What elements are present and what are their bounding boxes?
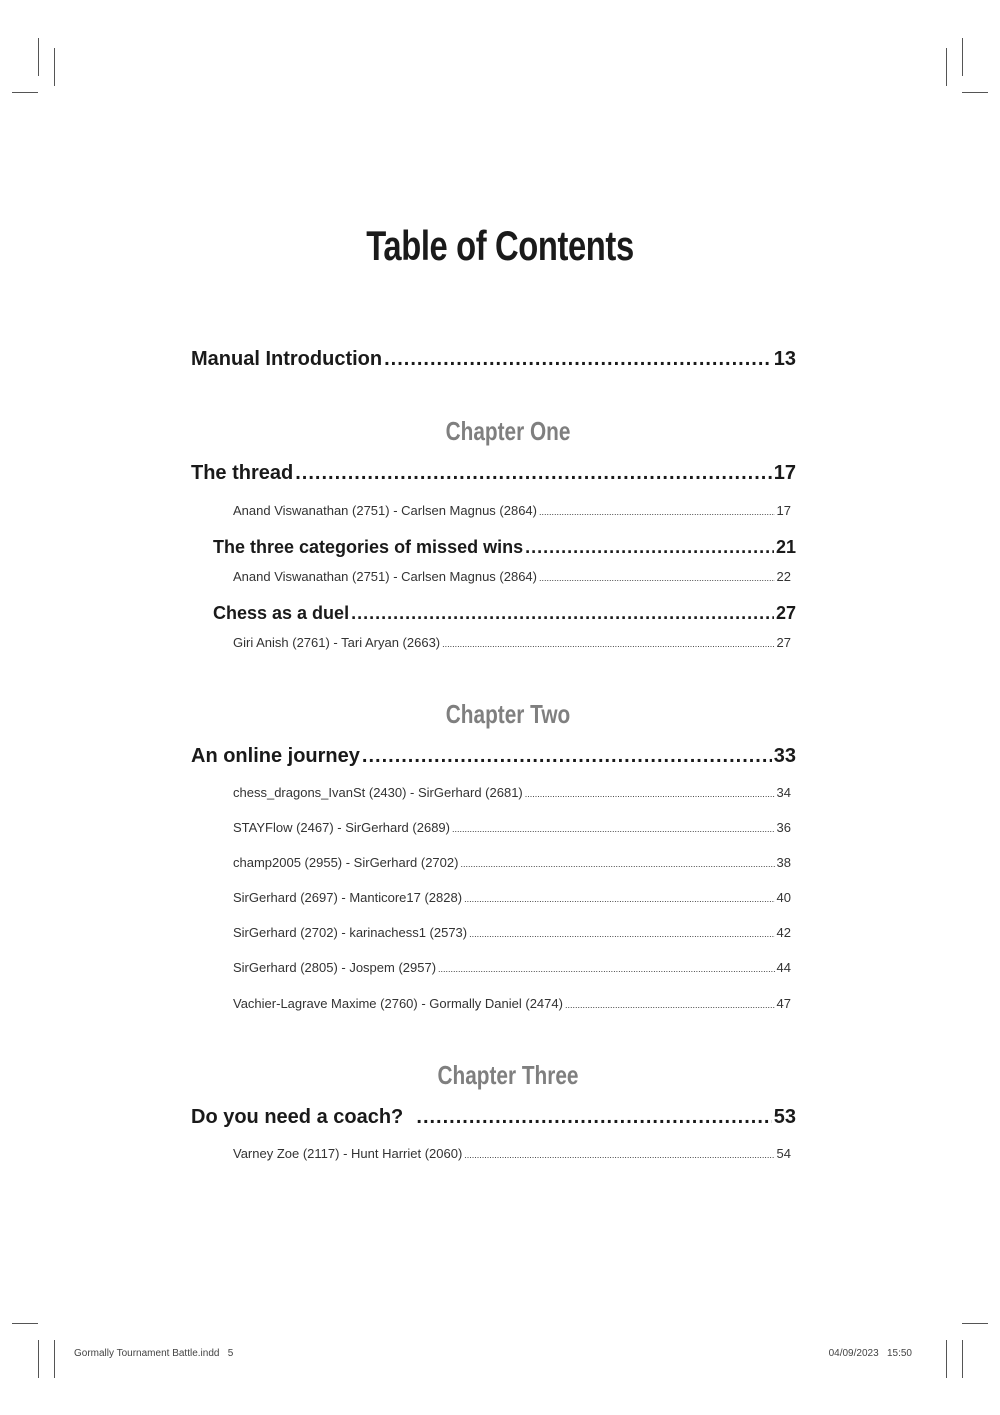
dot-leader xyxy=(362,745,772,768)
toc-entry-page: 36 xyxy=(776,820,791,835)
toc-entry-game[interactable] xyxy=(233,569,791,584)
dot-leader xyxy=(525,537,774,558)
crop-mark xyxy=(54,48,55,86)
toc-entry-game[interactable] xyxy=(233,960,791,975)
crop-mark xyxy=(962,38,963,76)
toc-entry-page: 54 xyxy=(776,1146,791,1161)
toc-entry-page: 40 xyxy=(776,890,791,905)
toc-entry-title: champ2005 (2955) - SirGerhard (2702) xyxy=(233,855,459,870)
toc-entry-game[interactable] xyxy=(233,503,791,518)
crop-mark xyxy=(946,48,947,86)
toc-entry-title: chess_dragons_IvanSt (2430) - SirGerhard (2681) xyxy=(233,785,523,800)
crop-mark xyxy=(962,1340,963,1378)
crop-mark xyxy=(38,38,39,76)
dot-leader xyxy=(438,964,775,974)
dot-leader xyxy=(539,573,775,583)
toc-entry-title: The thread xyxy=(191,462,294,484)
toc-entry-game[interactable] xyxy=(233,635,791,650)
dot-leader xyxy=(295,462,772,485)
toc-entry-page: 21 xyxy=(775,537,796,557)
toc-entry-game[interactable] xyxy=(233,855,791,870)
crop-mark xyxy=(12,92,38,93)
toc-entry-title: SirGerhard (2697) - Manticore17 (2828) xyxy=(233,890,463,905)
toc-entry-title: Do you need a coach? xyxy=(191,1106,415,1128)
toc-entry-page: 47 xyxy=(776,996,791,1011)
toc-entry-page: 13 xyxy=(773,348,796,370)
dot-leader xyxy=(416,1106,771,1129)
toc-entry-title: Chess as a duel xyxy=(213,603,350,623)
dot-leader xyxy=(351,603,774,624)
dot-leader xyxy=(565,1000,775,1010)
dot-leader xyxy=(525,789,775,799)
dot-leader xyxy=(442,639,774,649)
dot-leader xyxy=(464,894,774,904)
toc-entry-title: Varney Zoe (2117) - Hunt Harriet (2060) xyxy=(233,1146,463,1161)
toc-entry-section[interactable] xyxy=(213,603,796,624)
dot-leader xyxy=(469,929,774,939)
toc-entry-section[interactable] xyxy=(191,745,796,768)
toc-entry-title: Vachier-Lagrave Maxime (2760) - Gormally Daniel (2474) xyxy=(233,996,563,1011)
toc-entry-section[interactable] xyxy=(191,1106,796,1129)
toc-entry-game[interactable] xyxy=(233,820,791,835)
crop-mark xyxy=(962,92,988,93)
toc-entry-page: 17 xyxy=(773,462,796,484)
dot-leader xyxy=(452,824,775,834)
crop-mark xyxy=(12,1323,38,1324)
toc-entry-title: Manual Introduction xyxy=(191,348,383,370)
toc-entry-title: STAYFlow (2467) - SirGerhard (2689) xyxy=(233,820,450,835)
toc-entry-title: An online journey xyxy=(191,745,360,767)
toc-entry-intro[interactable] xyxy=(191,348,796,371)
dot-leader xyxy=(464,1150,774,1160)
dot-leader xyxy=(460,859,774,869)
toc-entry-title: Giri Anish (2761) - Tari Aryan (2663) xyxy=(233,635,441,650)
toc-entry-title: The three categories of missed wins xyxy=(213,537,524,557)
toc-entry-section[interactable] xyxy=(213,537,796,558)
toc-entry-page: 38 xyxy=(776,855,791,870)
toc-entry-game[interactable] xyxy=(233,890,791,905)
toc-entry-page: 27 xyxy=(776,635,791,650)
toc-entry-section[interactable] xyxy=(191,462,796,485)
slug-date: 04/09/2023 15:50 xyxy=(828,1348,912,1359)
dot-leader xyxy=(384,348,772,371)
chapter-heading: Chapter Three xyxy=(437,1060,579,1090)
toc-entry-page: 27 xyxy=(775,603,796,623)
chapter-heading: Chapter One xyxy=(445,416,571,446)
toc-entry-page: 34 xyxy=(776,785,791,800)
toc-entry-page: 44 xyxy=(776,960,791,975)
toc-entry-game[interactable] xyxy=(233,996,791,1011)
page-title: Table of Contents xyxy=(366,222,634,269)
crop-mark xyxy=(946,1340,947,1378)
toc-entry-game[interactable] xyxy=(233,785,791,800)
chapter-heading: Chapter Two xyxy=(445,699,571,729)
crop-mark xyxy=(38,1340,39,1378)
toc-entry-title: Anand Viswanathan (2751) - Carlsen Magnus (2864) xyxy=(233,569,537,584)
toc-entry-game[interactable] xyxy=(233,925,791,940)
dot-leader xyxy=(539,507,775,517)
toc-entry-page: 42 xyxy=(776,925,791,940)
toc-entry-game[interactable] xyxy=(233,1146,791,1161)
toc-entry-title: SirGerhard (2702) - karinachess1 (2573) xyxy=(233,925,468,940)
toc-entry-title: Anand Viswanathan (2751) - Carlsen Magnus (2864) xyxy=(233,503,537,518)
toc-entry-page: 33 xyxy=(773,745,796,767)
crop-mark xyxy=(54,1340,55,1378)
toc-entry-page: 17 xyxy=(776,503,791,518)
toc-entry-page: 22 xyxy=(776,569,791,584)
toc-entry-page: 53 xyxy=(773,1106,796,1128)
crop-mark xyxy=(962,1323,988,1324)
toc-entry-title: SirGerhard (2805) - Jospem (2957) xyxy=(233,960,437,975)
slug-filename: Gormally Tournament Battle.indd 5 xyxy=(74,1348,234,1359)
